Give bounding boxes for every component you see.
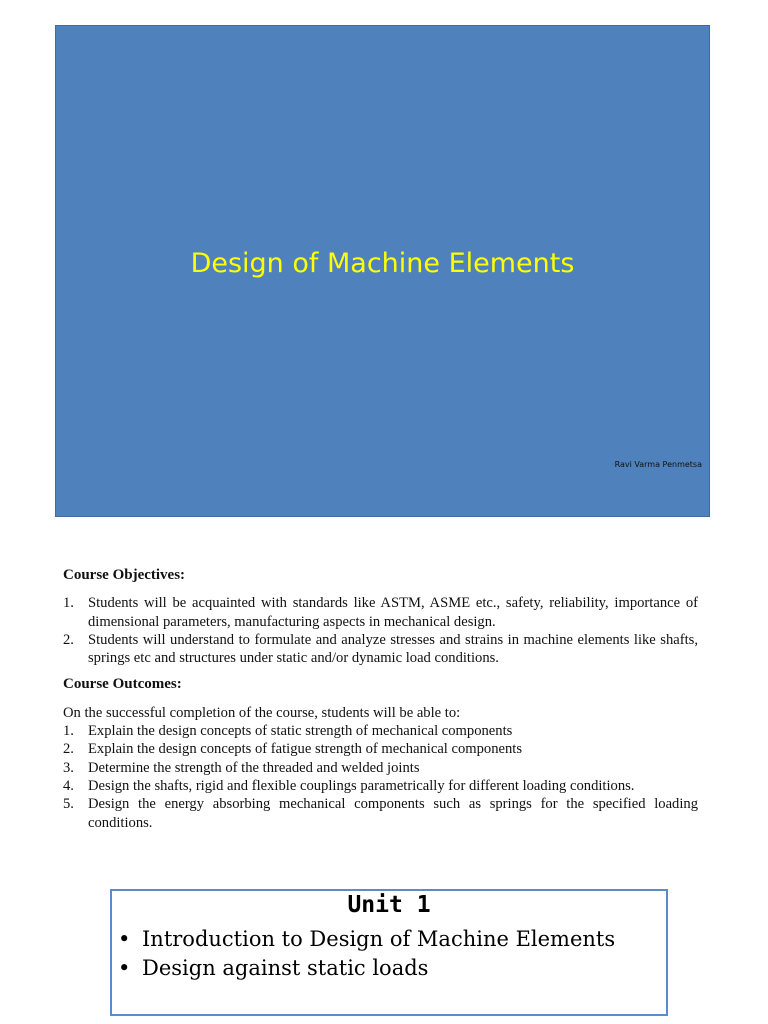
unit-slide — [110, 889, 668, 1016]
list-item — [63, 777, 698, 795]
list-item-text: Determine the strength of the threaded and welded joints — [88, 759, 420, 776]
slide-title: Design of Machine Elements — [190, 248, 575, 279]
list-item — [63, 594, 698, 631]
bullet-icon: • — [118, 927, 131, 951]
objectives-list — [63, 594, 698, 667]
list-item — [118, 954, 615, 983]
list-item-text: Design the shafts, rigid and flexible couplings parametrically for different loading conditions. — [88, 777, 635, 794]
list-item — [63, 631, 698, 668]
list-number: 2. — [63, 741, 74, 758]
list-item — [63, 722, 698, 740]
bullet-icon: • — [118, 956, 131, 980]
list-number: 2. — [63, 631, 74, 648]
list-item — [63, 795, 698, 832]
title-slide — [55, 25, 710, 517]
list-item — [63, 740, 698, 758]
outcomes-intro: On the successful completion of the course, students will be able to: — [63, 704, 461, 721]
outcomes-list — [63, 722, 698, 832]
syllabus-section — [63, 566, 698, 832]
author-name: Ravi Varma Penmetsa — [614, 460, 702, 469]
unit-topic-list — [118, 925, 615, 983]
list-item — [63, 759, 698, 777]
list-item-text: Students will understand to formulate and analyze stresses and strains in machine elements like shafts, springs etc and structures under static and/or dynamic load conditions. — [88, 631, 698, 667]
list-item — [118, 925, 615, 954]
list-number: 1. — [63, 595, 74, 612]
list-number: 5. — [63, 796, 74, 813]
unit-title: Unit 1 — [347, 892, 431, 918]
objectives-heading: Course Objectives: — [63, 567, 186, 583]
topic-text: Introduction to Design of Machine Elements — [142, 927, 616, 951]
list-number: 4. — [63, 777, 74, 794]
list-item-text: Explain the design concepts of static strength of mechanical components — [88, 723, 513, 740]
outcomes-heading: Course Outcomes: — [63, 676, 182, 693]
list-item-text: Explain the design concepts of fatigue strength of mechanical components — [88, 741, 523, 758]
list-number: 1. — [63, 723, 74, 740]
list-item-text: Students will be acquainted with standards like ASTM, ASME etc., safety, reliability, importance of dimensional parameters, manufacturing aspects in mechanical design. — [88, 595, 698, 630]
list-number: 3. — [63, 759, 74, 776]
list-item-text: Design the energy absorbing mechanical components such as springs for the specified loading conditions. — [88, 796, 698, 831]
topic-text: Design against static loads — [142, 956, 429, 980]
